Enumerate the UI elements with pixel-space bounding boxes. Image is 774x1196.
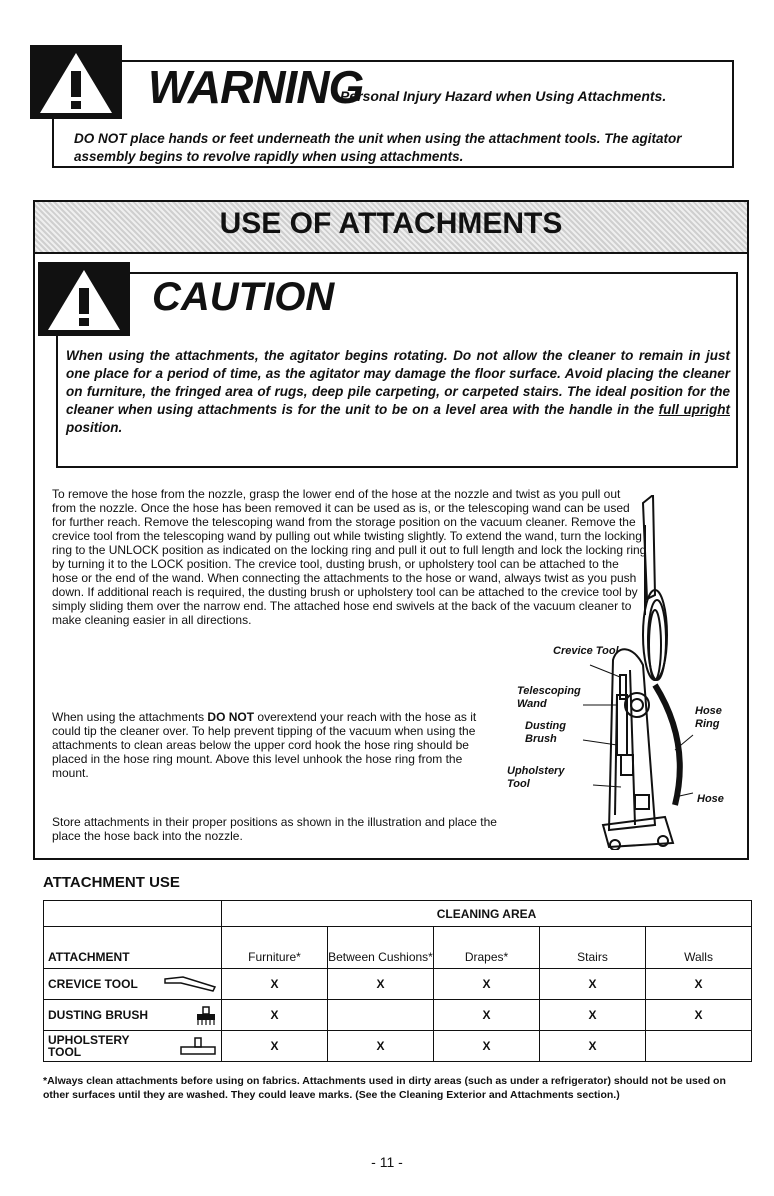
row-label-text: UPHOLSTERY TOOL [48, 1033, 130, 1059]
label-telescoping-wand: Telescoping Wand [517, 685, 581, 710]
cleaning-area-header: CLEANING AREA [222, 901, 752, 927]
table-cell: X [222, 1031, 328, 1062]
row-label-text: DUSTING BRUSH [48, 1008, 149, 1022]
upholstery-tool-icon [179, 1037, 217, 1057]
warning-title: WARNING [148, 61, 364, 113]
row-label-text: CREVICE TOOL [48, 977, 138, 991]
row-label [44, 1031, 222, 1062]
table-row [44, 969, 752, 1000]
dusting-brush-icon [195, 1006, 217, 1026]
table-row [44, 1031, 752, 1062]
page-number: - 11 - [371, 1154, 403, 1170]
caution-underlined: full upright [658, 402, 730, 417]
table-cell: X [434, 1000, 540, 1031]
column-header: Furniture* [222, 927, 328, 969]
vacuum-illustration [505, 495, 735, 850]
caution-text: When using the attachments, the agitator begins rotating. Do not allow the cleaner to remain in just one place for a period of time, as the agitator may damage the floor surface. Avoid placing the cleaner on furniture, the fringed area of rugs, deep pile carpeting, or carpeted stairs. The ideal position for the cleaner when using attachments is for the unit to be on a level area with the handle in the [66, 348, 730, 417]
section-title: USE OF ATTACHMENTS [219, 207, 563, 240]
table-header-row-1 [44, 901, 752, 927]
column-header: Stairs [540, 927, 646, 969]
caution-icon [38, 262, 130, 336]
row-label [44, 1000, 222, 1031]
table-cell: X [434, 1031, 540, 1062]
para2-text-end: overextend your reach with the hose as it could tip the cleaner over. To help prevent tipping of the vacuum when using the attachments to clean areas below the upper cord hook the hose ring should be placed in the hose ring mount. Above this level unhook the hose ring from the mount. [52, 710, 477, 780]
warning-subtitle: Personal Injury Hazard when Using Attachments. [340, 88, 667, 104]
caution-title: CAUTION [152, 275, 335, 319]
table-cell: X [434, 969, 540, 1000]
label-dusting-brush: Dusting Brush [525, 720, 566, 745]
table-cell [646, 1031, 752, 1062]
para2-text: When using the attachments [52, 710, 208, 724]
para2-bold: DO NOT [207, 710, 255, 724]
table-cell: X [646, 969, 752, 1000]
row-label [44, 969, 222, 1000]
table-cell: X [222, 1000, 328, 1031]
label-hose: Hose [697, 793, 724, 805]
crevice-tool-icon [163, 975, 217, 993]
attachment-header: ATTACHMENT [44, 927, 222, 969]
label-upholstery-tool: Upholstery Tool [507, 765, 565, 790]
table-header-row-2 [44, 927, 752, 969]
column-header: Drapes* [434, 927, 540, 969]
warning-icon [30, 45, 122, 119]
instructions-paragraph-3: Store attachments in their proper positions as shown in the illustration and place the place the hose back into the nozzle. [52, 815, 497, 843]
caution-body [66, 347, 730, 437]
table-row [44, 1000, 752, 1031]
table-cell: X [540, 969, 646, 1000]
column-header: Between Cushions* [328, 927, 434, 969]
column-header: Walls [646, 927, 752, 969]
table-cell [328, 1000, 434, 1031]
footnote: *Always clean attachments before using on fabrics. Attachments used in dirty areas (such as under a refrigerator) should not be used on other surfaces until they are washed. They could leave marks. (See the Cleaning Exterior and Attachments section.) [43, 1075, 726, 1101]
table-cell: X [540, 1031, 646, 1062]
attachment-use-table [43, 900, 752, 1062]
table-cell: X [646, 1000, 752, 1031]
empty-header-cell [44, 901, 222, 927]
table-title: ATTACHMENT USE [43, 874, 180, 891]
table-cell: X [328, 969, 434, 1000]
instructions-paragraph-2 [52, 710, 492, 780]
instructions-paragraph-1: To remove the hose from the nozzle, grasp the lower end of the hose at the nozzle and twist as you pull out from the nozzle. Once the hose has been removed it can be used as is, or the telescoping wand can be used for further reach. Remove the telescoping wand from the storage position on the vacuum cleaner. Remove the crevice tool from the telescoping wand by pulling out while twisting slightly. To extend the wand, turn the locking ring to the UNLOCK position as indicated on the locking ring and pull it out to full length and lock the locking ring by turning it to the LOCK position. The crevice tool, dusting brush, or upholstery tool can be attached to the hose or the end of the wand. When connecting the attachments to the hose or wand, always twist as you push down. If additional reach is required, the dusting brush or upholstery tool can be attached to the crevice tool by simply sliding them over the narrow end. The attached hose end swivels at the back of the vacuum cleaner to make cleaning easier in all directions. [52, 487, 647, 627]
warning-body: DO NOT place hands or feet underneath the unit when using the attachment tools. The agitator assembly begins to revolve rapidly when using attachments. [74, 131, 682, 164]
table-cell: X [540, 1000, 646, 1031]
caution-text-end: position. [66, 420, 123, 435]
table-cell: X [328, 1031, 434, 1062]
label-crevice-tool: Crevice Tool [553, 645, 619, 657]
label-hose-ring: Hose Ring [695, 705, 722, 730]
table-cell: X [222, 969, 328, 1000]
